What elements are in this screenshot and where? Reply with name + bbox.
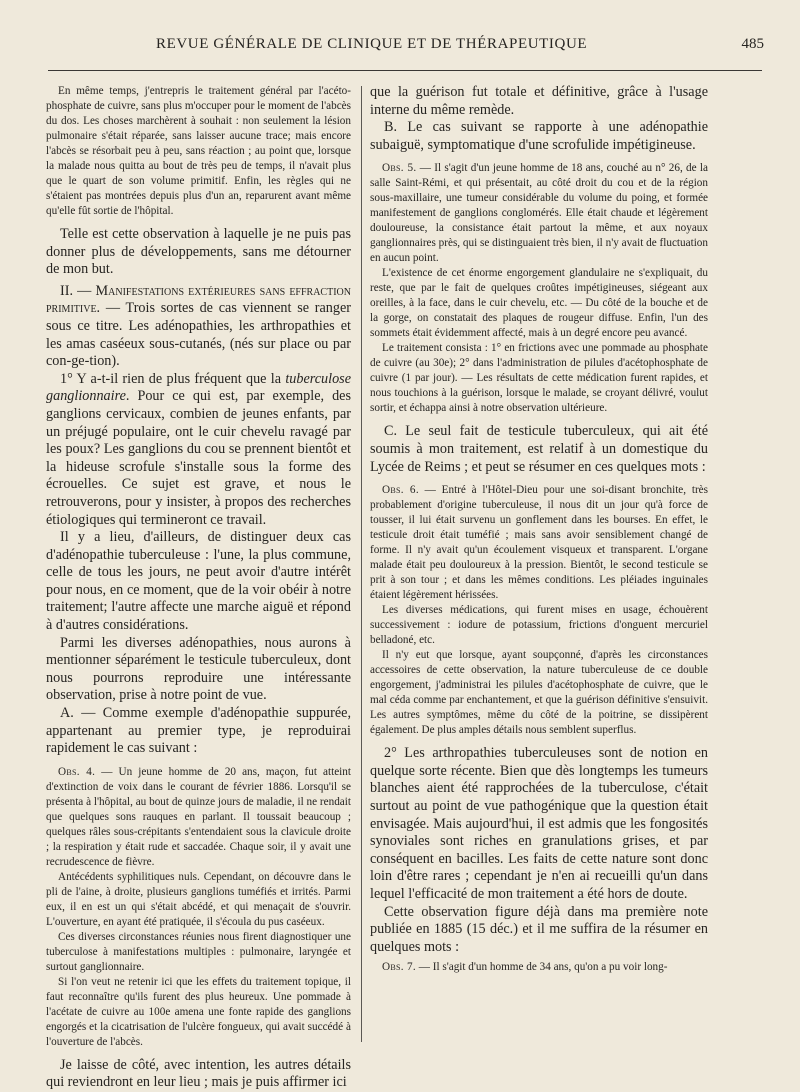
paragraph: C. Le seul fait de testicule tuberculeux, qui ait été soumis à mon traitement, est relatif à un domestique du Lycée de Reims ; et peut se résumer en ces quelques mots : — [370, 423, 708, 475]
emphasis: tuberculose ganglionnaire — [46, 370, 351, 405]
left-column — [46, 84, 351, 1091]
observation-text: — Entré à l'Hôtel-Dieu pour une soi-disant bronchite, très probablement d'origine tuberculeuse, il nous dit un jour qu'à force de tousser, il lui était survenu un gonflement dans les bourses. En effet, le testicule droit était tuméfié ; mais sans avoir sensiblement changé de forme. Il n'y avait qu'un écoulement visqueux et transparent. L'organe malade était peu douloureux à la pression. Bientôt, le second testicule se prit à son tour ; et dans les mêmes conditions. Les pléiades inguinales étaient légèrement hérissées. — [370, 484, 708, 602]
observation-label: Obs. 5. — [382, 162, 417, 175]
paragraph: 2° Les arthropathies tuberculeuses sont de notion en quelque sorte récente. Bien que dès longtemps les tumeurs blanches aient été rapprochées de la tuberculose, c'était surtout au point de vue pathogénique que la question était envisagée. Mais aujourd'hui, il est admis que les fongosités synoviales sont riches en granulations grises, et par conséquent en bacilles. Les faits de cette nature sont donc loin d'être rares ; cependant je n'en ai recueilli qu'un dans lequel l'efficacité de mon traitement a été hors de doute. — [370, 745, 708, 902]
paragraph: A. — Comme exemple d'adénopathie suppurée, appartenant au premier type, je reproduirai rapidement le cas suivant : — [46, 705, 351, 757]
observation-text: — Il s'agit d'un homme de 34 ans, qu'on a pu voir long- — [415, 961, 668, 974]
section-heading: Manifestations extérieures sans effraction primitive. — [46, 282, 351, 317]
paragraph: Parmi les diverses adénopathies, nous aurons à mentionner séparément le testicule tuberculeux, dont nous pourrons reproduire une intéressante observation, prise à notre point de vue. — [46, 634, 351, 704]
paragraph: L'existence de cet énorme engorgement glandulaire ne s'expliquait, du reste, que par le fait de quelques croûtes impétigineuses, siégeant aux oreilles, à la face, dans le cuir chevelu, etc. — Du côté de la bouche et de la gorge, on constatait des plaques de rougeur diffuse. Enfin, l'un des sommets était évidemment affecté, mais à un degré encore peu avancé. — [370, 267, 708, 340]
paragraph: Le traitement consista : 1° en frictions avec une pommade au phosphate de cuivre (au 30e); 2° dans l'administration de pilules d'acétophosphate de cuivre (1 par jour). — Les résultats de cette médication furent rapides, et nous touchions à la guérison, lorsque le malade, se croyant délivré, voulut sortir, et échappa ainsi à notre observation ultérieure. — [370, 342, 708, 415]
observation-paragraph — [370, 483, 708, 603]
observation-paragraph — [46, 765, 351, 870]
running-title: REVUE GÉNÉRALE DE CLINIQUE ET DE THÉRAPEUTIQUE — [156, 36, 588, 52]
paragraph: Ces diverses circonstances réunies nous firent diagnostiquer une tuberculose à manifestations multiples : pulmonaire, laryngée et surtout ganglionnaire. — [46, 930, 351, 973]
section-text: — Trois sortes de cas viennent se ranger sous ce titre. Les adénopathies, les arthropathies et les amas caséeux sous-cutanés, (nés sur place ou par con-ge-tion). — [46, 300, 351, 370]
paragraph: Il n'y eut que lorsque, ayant soupçonné, d'après les circonstances accessoires de cette observation, la nature tuberculeuse de ce double engorgement, j'administrai les pilules d'acétophosphate de cuivre, que le mal céda comme par enchantement, et que la guérison définitive s'ensuivit. Les autres symptômes, même du côté de la poitrine, se dissipèrent également. De plus amples détails nous semblent superflus. — [370, 649, 708, 737]
paragraph: Antécédents syphilitiques nuls. Cependant, on découvre dans le pli de l'aine, à droite, plusieurs ganglions tuméfiés et irrités. Parmi eux, il en est un qui s'était abcédé, et qui menaçait de s'ouvrir. L'ouverture, en ayant été pratiquée, il s'écoula du pus caséeux. — [46, 870, 351, 928]
section-heading-paragraph — [46, 283, 351, 371]
observation-paragraph — [370, 960, 708, 975]
paragraph: B. Le cas suivant se rapporte à une adénopathie subaiguë, symptomatique d'une scrofulide impétigineuse. — [370, 119, 708, 153]
section-numeral: II. — — [60, 282, 92, 299]
page-header — [40, 34, 764, 60]
paragraph: Telle est cette observation à laquelle je ne puis pas donner plus de développements, sans me détourner de mon but. — [46, 226, 351, 278]
paragraph: Je laisse de côté, avec intention, les autres détails qui reviendront en leur lieu ; mais je puis affirmer ici — [46, 1056, 351, 1091]
observation-paragraph — [370, 161, 708, 266]
paragraph: que la guérison fut totale et définitive, grâce à l'usage interne du même remède. — [370, 84, 708, 118]
observation-label: Obs. 4. — [58, 765, 96, 778]
observation-text: — Il s'agit d'un jeune homme de 18 ans, couché au n° 26, de la salle Saint-Rémi, et qui présentait, au côté droit du cou et de la région sous-maxillaire, une tumeur considérable du volume du poing, et formée manifestement de ganglions conglomérés. Elle était chaude et légèrement douloureuse, la consistance était partout la même, et aux noyaux ganglionnaires près, qui se distinguaient très bien, il n'y avait de fluctuation en aucun point. — [370, 162, 708, 265]
page-number: 485 — [741, 36, 764, 52]
observation-label: Obs. 7. — [382, 961, 416, 974]
observation-text: — Un jeune homme de 20 ans, maçon, fut atteint d'extinction de voix dans le courant de février 1886. Lorsqu'il se présenta à l'hôpital, au bout de quinze jours de maladie, il ne rendait que quelques sons rauques en parlant. Il toussait beaucoup ; quelques râles sous-crépitants s'entendaient sous la clavicule droite ; la respiration y était rude et saccadée. Chaque soir, il y avait une recrudescence de fièvre. — [46, 765, 351, 868]
observation-label: Obs. 6. — [382, 484, 419, 497]
paragraph: Les diverses médications, qui furent mises en usage, échouèrent successivement : iodure de potassium, frictions d'onguent mercuriel belladoné, etc. — [370, 604, 708, 647]
paragraph: Cette observation figure déjà dans ma première note publiée en 1885 (15 déc.) et il me suffira de la résumer en quelques mots : — [370, 903, 708, 955]
paragraph: Si l'on veut ne retenir ici que les effets du traitement topique, il faut reconnaître qu'ils furent des plus heureux. Une pommade à l'acétate de cuivre au 100e amena une fonte rapide des ganglions engorgés et la cicatrisation de l'ulcère fongueux, qui avait succédé à l'ouverture de l'abcès. — [46, 975, 351, 1048]
text-run: 1° Y a-t-il rien de plus fréquent que la — [60, 370, 286, 387]
header-rule — [48, 70, 762, 71]
text-run: . Pour ce qui est, par exemple, des ganglions cervicaux, combien de jeunes enfants, par un préjugé populaire, ont le cuir chevelu ravagé par les poux? Les ganglions du cou se prennent bientôt et la hideuse scrofule s'installe sous la forme des écrouelles. Ce sujet est grave, et nous le retrouverons, pour y insister, à propos des recherches étiologiques qui termineront ce travail. — [46, 388, 351, 528]
paragraph — [46, 371, 351, 529]
paragraph: Il y a lieu, d'ailleurs, de distinguer deux cas d'adénopathie tuberculeuse : l'une, la plus commune, celle de tous les jours, ne peut avoir d'autre intérêt pour nous, en ce moment, que de la voir obéir à notre traitement; l'autre affecte une marche aiguë et répond à d'autres considérations. — [46, 529, 351, 634]
right-column — [370, 84, 708, 1054]
paragraph: En même temps, j'entrepris le traitement général par l'acéto-phosphate de cuivre, sans plus m'occuper pour le moment de l'abcès du dos. Les choses marchèrent à souhait : non seulement la lésion pulmonaire s'était réparée, sans laisser aucune trace; mais encore l'abcès se résorbait peu à peu, sans réaction ; au point que, lorsque la malade nous quitta au bout de très peu de temps, il n'avait plus que le quart de son volume primitif. Enfin, les règles qui ne s'étaient pas montrées depuis plus d'un an, reparurent avant même qu'elle fût sortie de l'hôpital. — [46, 85, 351, 217]
column-divider — [361, 86, 362, 1042]
